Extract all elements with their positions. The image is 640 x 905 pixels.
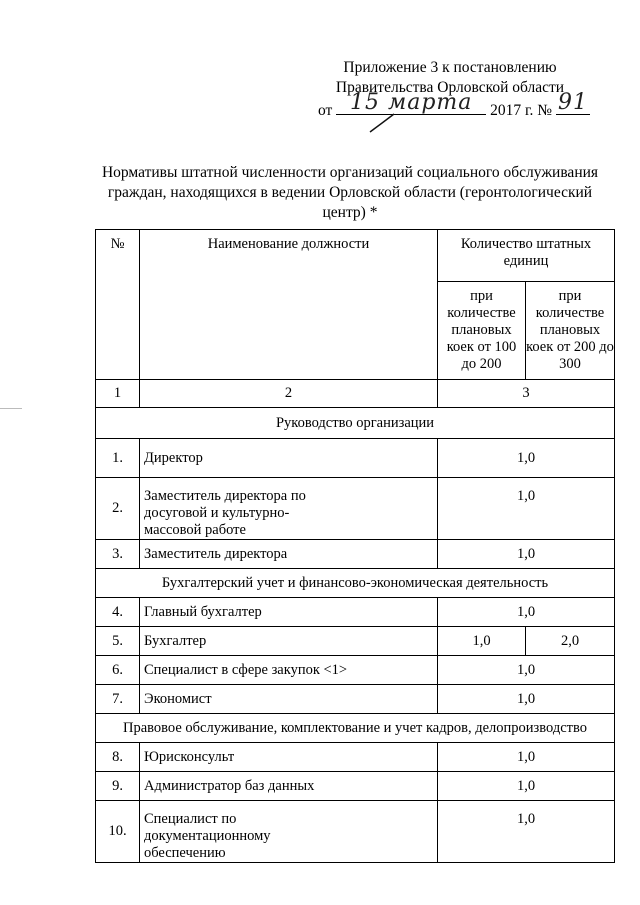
section-title-accounting: Бухгалтерский учет и финансово-экономическая деятельность	[96, 569, 615, 598]
position-name: Заместитель директора	[140, 540, 438, 569]
table-row	[96, 439, 615, 478]
staffing-table	[95, 229, 615, 863]
staff-count: 1,0	[438, 439, 615, 478]
row-number: 8.	[96, 743, 140, 772]
staff-count: 1,0	[438, 772, 615, 801]
pen-stroke-mark	[368, 112, 398, 134]
table-row	[96, 772, 615, 801]
row-number: 6.	[96, 656, 140, 685]
position-name: Бухгалтер	[140, 627, 438, 656]
position-name: Заместитель директора по досуговой и культурно-массовой работе	[140, 478, 438, 540]
staff-count: 1,0	[438, 801, 615, 863]
position-name: Специалист в сфере закупок <1>	[140, 656, 438, 685]
table-row	[96, 743, 615, 772]
table-row	[96, 540, 615, 569]
row-number: 5.	[96, 627, 140, 656]
row-number: 3.	[96, 540, 140, 569]
position-name: Администратор баз данных	[140, 772, 438, 801]
number-blank	[556, 90, 590, 115]
header-beds-100-200: при количестве плановых коек от 100 до 200	[438, 282, 526, 380]
staff-count: 1,0	[438, 685, 615, 714]
column-number-row	[96, 380, 615, 408]
appendix-line-2: Правительства Орловской области	[335, 79, 565, 96]
position-name: Главный бухгалтер	[140, 598, 438, 627]
from-label: от	[318, 102, 333, 119]
title-line-1: Нормативы штатной численности организаций социального обслуживания	[101, 164, 599, 181]
staff-count: 1,0	[438, 656, 615, 685]
col-number-2: 2	[140, 380, 438, 408]
handwritten-date: 15 марта	[350, 90, 473, 115]
row-number: 2.	[96, 478, 140, 540]
row-number: 7.	[96, 685, 140, 714]
position-name: Специалист по документационному обеспечению	[140, 801, 438, 863]
table-row	[96, 656, 615, 685]
position-name: Директор	[140, 439, 438, 478]
header-beds-200-300: при количестве плановых коек от 200 до 300	[526, 282, 615, 380]
section-row	[96, 714, 615, 743]
section-row	[96, 569, 615, 598]
table-row	[96, 801, 615, 863]
section-title-legal: Правовое обслуживание, комплектование и учет кадров, делопроизводство	[96, 714, 615, 743]
section-title-management: Руководство организации	[96, 408, 615, 439]
appendix-date-line	[300, 90, 600, 121]
header-row	[96, 230, 615, 282]
header-count: Количество штатных единиц	[438, 230, 615, 282]
year-label: 2017 г. №	[490, 102, 553, 119]
row-number: 4.	[96, 598, 140, 627]
position-name: Экономист	[140, 685, 438, 714]
table-row	[96, 627, 615, 656]
col-number-3: 3	[438, 380, 615, 408]
handwritten-number: 91	[557, 90, 588, 115]
col-number-1: 1	[96, 380, 140, 408]
appendix-header	[300, 58, 600, 121]
table-row	[96, 685, 615, 714]
staff-count-100-200: 1,0	[438, 627, 526, 656]
row-number: 1.	[96, 439, 140, 478]
appendix-line-1: Приложение 3 к постановлению	[343, 59, 557, 76]
table-row	[96, 598, 615, 627]
title-line-2: граждан, находящихся в ведении Орловской области (геронтологический	[107, 184, 593, 201]
row-number: 10.	[96, 801, 140, 863]
staff-count: 1,0	[438, 540, 615, 569]
staff-count: 1,0	[438, 598, 615, 627]
date-blank	[336, 90, 486, 115]
document-title	[96, 163, 604, 223]
position-name: Юрисконсульт	[140, 743, 438, 772]
table-row	[96, 478, 615, 540]
header-no: №	[96, 230, 140, 380]
row-number: 9.	[96, 772, 140, 801]
staff-count-200-300: 2,0	[526, 627, 615, 656]
section-row	[96, 408, 615, 439]
title-line-3: центр) *	[322, 204, 378, 221]
scan-edge-mark	[0, 408, 22, 409]
header-position: Наименование должности	[140, 230, 438, 380]
staff-count: 1,0	[438, 478, 615, 540]
staff-count: 1,0	[438, 743, 615, 772]
